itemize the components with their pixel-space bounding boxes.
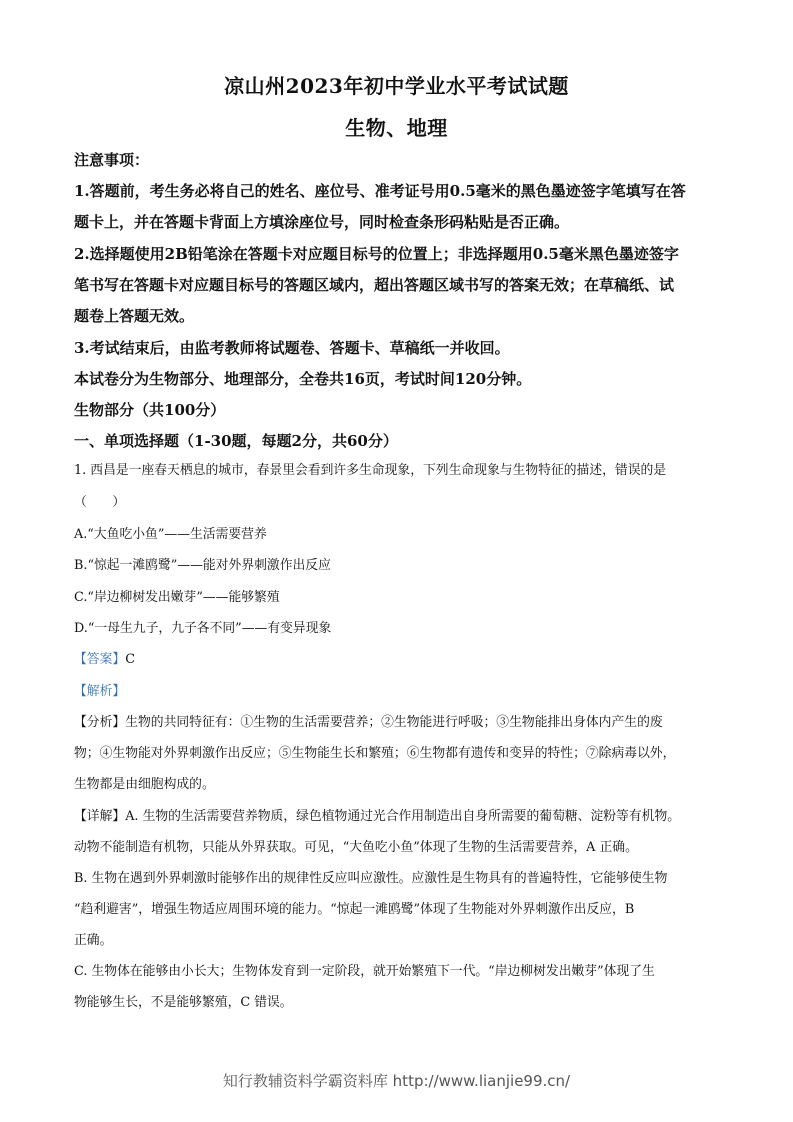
- exam-summary: 本试卷分为生物部分、地理部分，全卷共16页，考试时间120分钟。: [74, 370, 532, 388]
- answer-value: C: [125, 652, 135, 667]
- question-stem-line-1: 1. 西昌是一座春天栖息的城市，春景里会看到许多生命现象，下列生命现象与生物特征的描述，错误的是: [74, 463, 667, 478]
- option-a: A.“大鱼吃小鱼”——生活需要营养: [74, 527, 267, 542]
- detail-line-5: 正确。: [74, 933, 113, 948]
- analysis-line-2: 物；④生物能对外界刺激作出反应；⑤生物能生长和繁殖；⑥生物都有遗传和变异的特性；⑦除病毒以外，: [74, 746, 676, 761]
- notice-item-3: 3.考试结束后，由监考教师将试题卷、答题卡、草稿纸一并收回。: [74, 339, 510, 357]
- section-heading: 一、单项选择题（1-30题，每题2分，共60分）: [74, 432, 398, 450]
- exam-subtitle: 生物、地理: [345, 116, 448, 140]
- option-d: D.“一母生九子，九子各不同”——有变异现象: [74, 621, 332, 636]
- detail-line-7: 物能够生长，不是能够繁殖，C 错误。: [74, 995, 293, 1010]
- exam-title: 凉山州2023年初中学业水平考试试题: [224, 74, 569, 98]
- analysis-tag: 【解析】: [74, 684, 126, 699]
- detail-line-2: 动物不能制造有机物，只能从外界获取。可见，“大鱼吃小鱼”体现了生物的生活需要营养，A 正确。: [74, 840, 638, 855]
- detail-line-4: “趋利避害”，增强生物适应周围环境的能力。“惊起一滩鸥鹭”体现了生物能对外界刺激作出反应，B: [74, 902, 635, 917]
- answer-tag: 【答案】: [74, 652, 126, 667]
- footer-watermark: 知行教辅资料学霸资料库 http://www.lianjie99.cn/: [222, 1072, 571, 1090]
- notice-item-2-line-2: 笔书写在答题卡对应题目标号的答题区域内，超出答题区域书写的答案无效；在草稿纸、试: [74, 276, 675, 294]
- question-stem-line-2: （ ）: [74, 495, 126, 510]
- detail-line-1: 【详解】A. 生物的生活需要营养物质，绿色植物通过光合作用制造出自身所需要的葡萄糖、淀粉等有机物。: [74, 809, 681, 824]
- notice-heading: 注意事项：: [74, 151, 150, 169]
- option-b: B.“惊起一滩鸥鹭”——能对外界刺激作出反应: [74, 558, 331, 573]
- notice-item-2-line-3: 题卷上答题无效。: [74, 307, 195, 325]
- answer-row: [74, 650, 724, 670]
- analysis-line-1: 【分析】生物的共同特征有：①生物的生活需要营养；②生物能进行呼吸；③生物能排出身体内产生的废: [74, 715, 663, 730]
- option-c: C.“岸边柳树发出嫩芽”——能够繁殖: [74, 590, 280, 605]
- part-heading: 生物部分（共100分）: [74, 401, 226, 419]
- notice-item-2-line-1: 2.选择题使用2B铅笔涂在答题卡对应题目标号的位置上；非选择题用0.5毫米黑色墨迹签字: [74, 245, 679, 263]
- detail-line-6: C. 生物体在能够由小长大；生物体发育到一定阶段，就开始繁殖下一代。“岸边柳树发出嫩芽”体现了生: [74, 964, 655, 979]
- detail-line-3: B. 生物在遇到外界刺激时能够作出的规律性反应叫应激性。应激性是生物具有的普遍特性，它能够使生物: [74, 871, 668, 886]
- notice-item-1-line-1: 1.答题前，考生务必将自己的姓名、座位号、准考证号用0.5毫米的黑色墨迹签字笔填写在答: [74, 182, 686, 200]
- notice-item-1-line-2: 题卡上，并在答题卡背面上方填涂座位号，同时检查条形码粘贴是否正确。: [74, 213, 570, 231]
- analysis-line-3: 生物都是由细胞构成的。: [74, 777, 215, 792]
